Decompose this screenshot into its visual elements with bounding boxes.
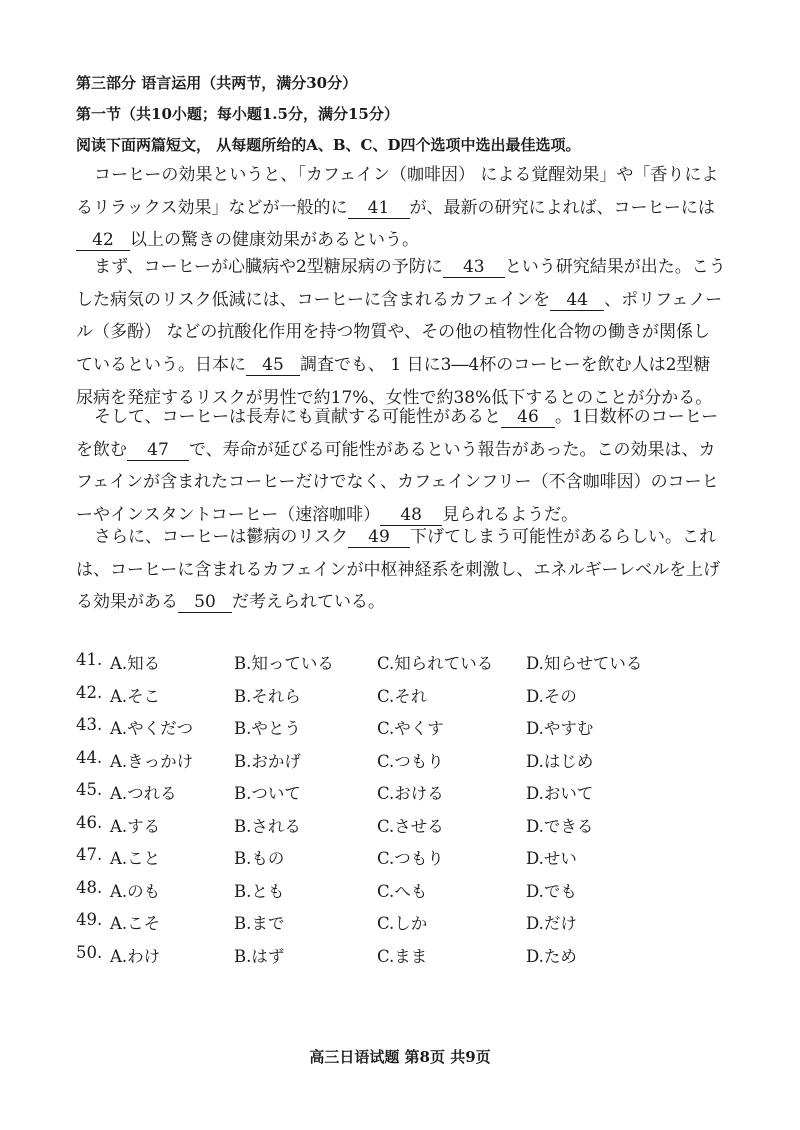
question-number: 46. — [76, 812, 103, 832]
paragraph-text: コーヒーの効果というと、「カフェイン（咖啡因） による覚醒効果」や「香りによるリラックス効果」などが一般的に — [76, 165, 719, 218]
option-b: B.知っている — [234, 654, 334, 673]
question-number: 48. — [76, 877, 103, 897]
option-d: D.でも — [526, 881, 577, 901]
option-b: B.それら — [234, 686, 301, 706]
option-d: D.できる — [526, 816, 594, 836]
question-number: 49. — [76, 910, 103, 929]
option-d: D.せい — [526, 849, 577, 868]
option-b: B.される — [234, 816, 301, 836]
option-b: B.はず — [234, 946, 285, 966]
option-a: A.のも — [110, 881, 161, 901]
question-number: 41. — [76, 650, 103, 669]
paragraph-2 — [76, 251, 726, 415]
option-d: D.知らせている — [526, 654, 643, 673]
paragraph-text: という研究結果が出た。こうした病気のリスク低減には、コーヒーに含まれるカフェインを — [76, 257, 726, 310]
paragraph-text: さらに、コーヒーは鬱病のリスク — [94, 527, 348, 547]
option-a: A.つれる — [110, 784, 177, 803]
option-a: A.こと — [110, 849, 161, 868]
option-d: D.おいて — [526, 784, 594, 803]
option-a: A.知る — [110, 654, 161, 673]
answer-options — [76, 650, 716, 975]
question-row — [76, 813, 716, 846]
option-c: C.させる — [377, 816, 444, 836]
option-c: C.つもり — [377, 751, 444, 771]
blank-46: 46 — [501, 407, 555, 428]
option-a: A.こそ — [110, 914, 161, 933]
option-b: B.とも — [234, 881, 285, 901]
option-c: C.やくす — [377, 719, 444, 738]
option-a: A.そこ — [110, 686, 161, 706]
paragraph-text: 見られるようだ。 — [442, 505, 579, 526]
question-row — [76, 845, 716, 878]
paragraph-text: 調査でも、 1 日に3―4杯のコーヒーを飲む人は2型糖尿病を発症するリスクが男性で約17%、女性で約38%低下するとのことが分かる。 — [76, 355, 713, 408]
page-footer: 高三日语试题 第8页 共9页 — [309, 1048, 491, 1066]
blank-49: 49 — [348, 527, 410, 548]
option-a: A.する — [110, 816, 161, 836]
option-b: B.もの — [234, 849, 285, 868]
option-b: B.まで — [234, 914, 285, 933]
question-number: 43. — [76, 715, 103, 734]
blank-44: 44 — [550, 290, 604, 311]
paragraph-3 — [76, 401, 726, 532]
blank-47: 47 — [127, 440, 189, 461]
option-c: C.それ — [377, 686, 428, 706]
option-c: C.しか — [377, 914, 428, 933]
instruction: 阅读下面两篇短文， 从每题所给的A、B、C、D四个选项中选出最佳选项。 — [76, 136, 581, 154]
blank-42: 42 — [76, 230, 130, 251]
question-number: 47. — [76, 845, 103, 864]
option-b: B.ついて — [234, 784, 301, 803]
paragraph-text: だ考えられている。 — [232, 592, 385, 613]
paragraph-4 — [76, 521, 726, 619]
blank-41: 41 — [348, 198, 410, 219]
option-d: D.その — [526, 686, 577, 706]
question-row — [76, 943, 716, 976]
blank-43: 43 — [443, 257, 505, 278]
paragraph-text: が、最新の研究によれば、コーヒーには — [409, 197, 715, 218]
option-c: C.まま — [377, 946, 428, 966]
paragraph-text: 下げてしまう可能性があるらしい。これは、コーヒーに含まれるカフェインが中枢神経系を刺激し、エネルギーレベルを上げる効果がある — [76, 527, 721, 613]
option-d: D.ため — [526, 946, 577, 966]
option-d: D.だけ — [526, 914, 577, 933]
question-row — [76, 910, 716, 943]
question-row — [76, 683, 716, 716]
paragraph-text: 。1日数杯のコーヒーを飲む — [76, 407, 719, 460]
paragraph-text: 、ポリフェノール（多酚） などの抗酸化作用を持つ物質や、その他の植物性化合物の働きが関係しているという。日本に — [76, 289, 723, 376]
question-row — [76, 650, 716, 683]
question-number: 44. — [76, 747, 103, 767]
section-title: 第一节（共10小题；每小题1.5分，满分15分） — [76, 105, 399, 123]
question-row — [76, 748, 716, 781]
paragraph-text: まず、コーヒーが心臓病や2型糖尿病の予防に — [94, 257, 443, 277]
option-d: D.やすむ — [526, 719, 594, 738]
question-number: 50. — [76, 942, 103, 962]
blank-48: 48 — [380, 505, 442, 526]
blank-45: 45 — [246, 355, 300, 376]
option-a: A.わけ — [110, 946, 161, 966]
question-number: 45. — [76, 780, 103, 799]
question-number: 42. — [76, 682, 103, 702]
option-b: B.おかげ — [234, 751, 301, 771]
paragraph-text: で、寿命が延びる可能性があるという報告があった。この効果は、カフェインが含まれたコーヒーだけでなく、カフェインフリー（不含咖啡因）のコーヒーやインスタントコーヒー（速溶咖啡） — [76, 439, 719, 526]
option-c: C.へも — [377, 881, 428, 901]
question-row — [76, 715, 716, 748]
option-d: D.はじめ — [526, 751, 594, 771]
part-title: 第三部分 语言运用（共两节，满分30分） — [76, 74, 358, 92]
question-row — [76, 878, 716, 911]
option-a: A.きっかけ — [110, 751, 194, 771]
option-c: C.おける — [377, 784, 444, 803]
option-b: B.やとう — [234, 719, 301, 738]
question-row — [76, 780, 716, 813]
paragraph-text: そして、コーヒーは長寿にも貢献する可能性があると — [94, 407, 501, 427]
option-c: C.つもり — [377, 849, 444, 868]
paragraph-1 — [76, 159, 726, 257]
option-c: C.知られている — [377, 654, 494, 673]
blank-50: 50 — [178, 592, 232, 613]
paragraph-text: 以上の驚きの健康効果があるという。 — [130, 230, 419, 251]
option-a: A.やくだつ — [110, 719, 194, 738]
